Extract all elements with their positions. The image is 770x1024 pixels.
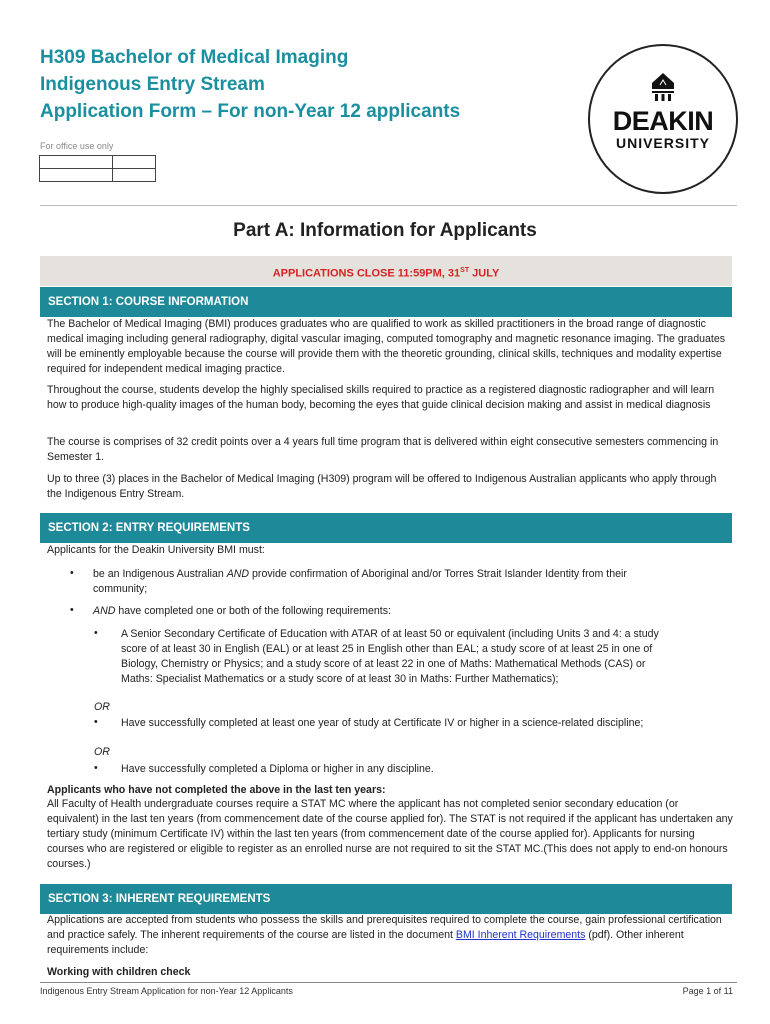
or-label: OR (94, 746, 110, 758)
requirement-bullet-2 (93, 604, 653, 619)
logo-name: DEAKIN (612, 106, 714, 136)
office-use-label: For office use only (40, 141, 114, 151)
close-text: APPLICATIONS CLOSE 11:59PM, 31 (272, 267, 461, 280)
section-1-paragraph-4: Up to three (3) places in the Bachelor of Medical Imaging (H309) program will be offered to Indigenous Australian applicants who apply through the Indigenous Entry Stream. (47, 473, 717, 500)
bullet-2-text: have completed one or both of the following requirements: (115, 605, 391, 617)
footer-divider (40, 982, 737, 983)
bmi-inherent-requirements-link[interactable]: BMI Inherent Requirements (455, 929, 586, 941)
office-cell[interactable] (113, 156, 156, 169)
part-title: Part A: Information for Applicants (233, 220, 537, 241)
bullet-icon: • (94, 716, 98, 728)
or-label: OR (94, 701, 110, 713)
section-1-paragraph-1: The Bachelor of Medical Imaging (BMI) produces graduates who are qualified to work as skilled practitioners in the broad range of diagnostic medical imaging including general radiography, digital vascular imaging, computed tomography and magnetic resonance imaging. The graduates will be eminently employable because the course will provide them with the theoretic grounding, clinical skills, techniques and modality expertise required for independent medical imaging practice. (47, 318, 726, 375)
office-cell[interactable] (40, 156, 113, 169)
stat-paragraph: All Faculty of Health undergraduate courses require a STAT MC where the applicant has not completed senior secondary education (or equivalent) in the last ten years (from commencement date of the course applied for). The STAT is not required if the applicant has undertaken any tertiary study (minimum Certificate IV) within the last ten years (from commencement date of the course applied for). Applicants for nursing courses who are registered or eligible to register as an enrolled nurse are not required to sit the STAT MC.(This does not apply to end-on honours courses.) (47, 798, 733, 870)
stat-heading: Applicants who have not completed the above in the last ten years: (47, 784, 386, 796)
header-divider (40, 205, 737, 206)
section-1-heading: SECTION 1: COURSE INFORMATION (40, 287, 732, 317)
bullet-icon: • (94, 762, 98, 774)
deakin-crest-icon (652, 73, 674, 101)
section-2-intro: Applicants for the Deakin University BMI must: (47, 544, 265, 556)
section-1-paragraph-3: The course is comprises of 32 credit points over a 4 years full time program that is delivered within eight consecutive semesters commencing in Semester 1. (47, 436, 719, 463)
document-title (40, 44, 460, 125)
office-cell[interactable] (40, 169, 113, 182)
bullet-2-emphasis: AND (93, 605, 116, 617)
office-use-table (39, 155, 156, 182)
title-line-2: Indigenous Entry Stream (40, 74, 265, 95)
section-1-paragraph-2: Throughout the course, students develop the highly specialised skills required to practice as a registered diagnostic radiographer and will learn how to produce high-quality images of the human body, becoming the eyes that guide clinical decision making and assist in medical diagnosis (47, 384, 715, 411)
footer-page-number: Page 1 of 11 (682, 986, 733, 996)
section-3-heading: SECTION 3: INHERENT REQUIREMENTS (40, 884, 732, 914)
working-with-children-heading: Working with children check (47, 966, 191, 978)
close-month: JULY (469, 267, 500, 280)
section-3-text: Applications are accepted from students who possess the skills and prerequisites required to complete the course, gain professional certification and practice safely. The inherent requirements of the course are listed in the document (47, 914, 722, 941)
requirement-bullet-1 (93, 567, 653, 597)
bullet-1-text-end: provide confirmation of Aboriginal and/or Torres Strait Islander Identity from their community; (93, 568, 627, 595)
deakin-logo (588, 44, 738, 194)
sub-requirement-1: A Senior Secondary Certificate of Education with ATAR of at least 50 or equivalent (including Units 3 and 4: a study score of at least 30 in English (EAL) or at least 25 in English other than EAL; a study score of at least 25 in one of Biology, Chemistry or Physics; and a study score of at least 22 in one of Maths: Mathematical Methods (CAS) or Maths: Specialist Mathematics or a study score of at least 30 in Maths: Further Mathematics); (121, 628, 659, 685)
title-line-1: H309 Bachelor of Medical Imaging (40, 47, 349, 68)
footer-document-name: Indigenous Entry Stream Application for non-Year 12 Applicants (40, 986, 293, 996)
sub-requirement-3: Have successfully completed a Diploma or higher in any discipline. (121, 763, 434, 775)
applications-close-notice (40, 256, 732, 286)
title-line-3: Application Form – For non-Year 12 applicants (40, 101, 461, 122)
bullet-1-text: be an Indigenous Australian (93, 568, 227, 580)
logo-subtitle: UNIVERSITY (615, 135, 710, 151)
bullet-icon: • (94, 627, 98, 639)
office-cell[interactable] (113, 169, 156, 182)
section-3-text-end: (pdf). Other inherent requirements include: (47, 929, 684, 956)
section-2-heading: SECTION 2: ENTRY REQUIREMENTS (40, 513, 732, 543)
section-3-paragraph (47, 913, 733, 958)
bullet-1-emphasis: AND (226, 568, 250, 580)
bullet-icon: • (70, 604, 74, 616)
bullet-icon: • (70, 567, 74, 579)
close-sup: ST (460, 267, 470, 274)
sub-requirement-2: Have successfully completed at least one year of study at Certificate IV or higher in a science-related discipline; (121, 717, 644, 729)
